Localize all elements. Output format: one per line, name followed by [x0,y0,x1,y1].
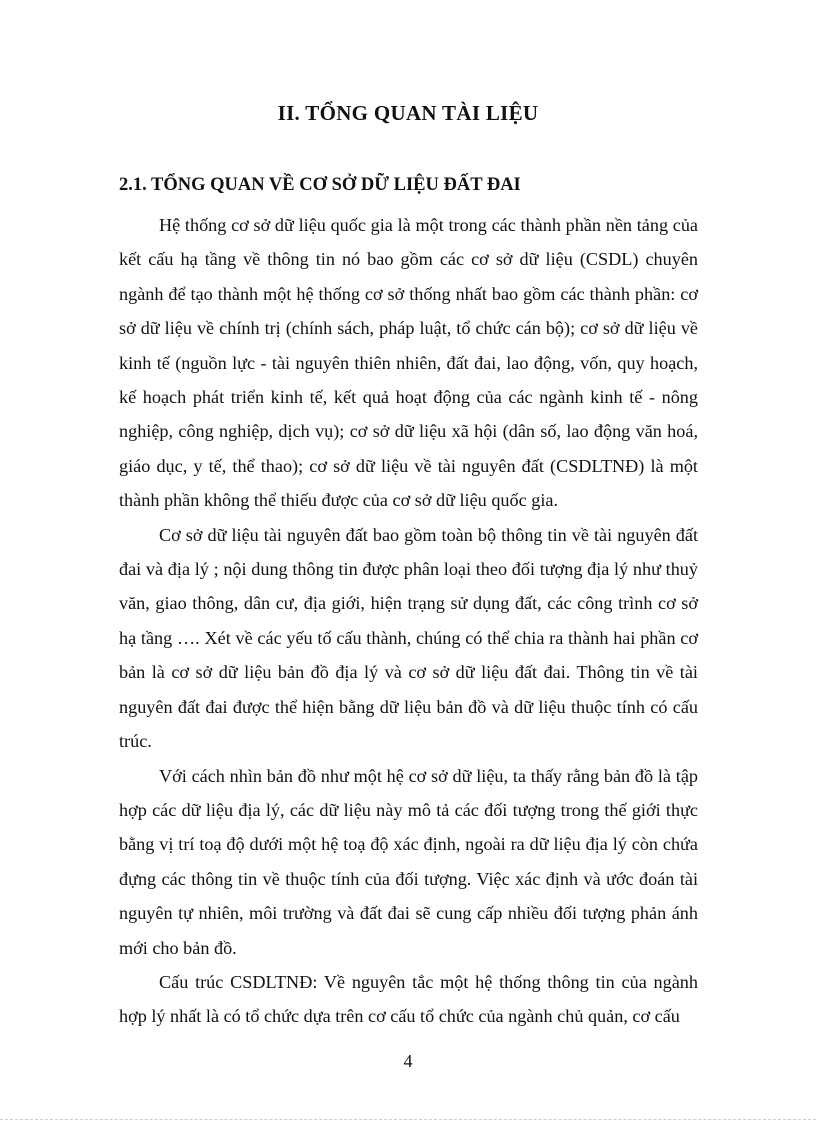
section-heading: 2.1. TỔNG QUAN VỀ CƠ SỞ DỮ LIỆU ĐẤT ĐAI [119,175,521,195]
paragraph: Hệ thống cơ sở dữ liệu quốc gia là một trong các thành phần nền tảng của kết cấu hạ tầng về thông tin nó bao gồm các cơ sở dữ liệu (CSDL) chuyên ngành để tạo thành một hệ thống cơ sở thống nhất bao gồm các thành phần: cơ sở dữ liệu về chính trị (chính sách, pháp luật, tổ chức cán bộ); cơ sở dữ liệu về kinh tế (nguồn lực - tài nguyên thiên nhiên, đất đai, lao động, vốn, quy hoạch, kế hoạch phát triển kinh tế, kết quả hoạt động của các ngành kinh tế - nông nghiệp, công nghiệp, dịch vụ); cơ sở dữ liệu xã hội (dân số, lao động văn hoá, giáo dục, y tế, thể thao); cơ sở dữ liệu về tài nguyên đất (CSDLTNĐ) là một thành phần không thể thiếu được của cơ sở dữ liệu quốc gia. [119,215,698,511]
paragraph: Với cách nhìn bản đồ như một hệ cơ sở dữ liệu, ta thấy rằng bản đồ là tập hợp các dữ liệu địa lý, các dữ liệu này mô tả các đối tượng trong thế giới thực bằng vị trí toạ độ dưới một hệ toạ độ xác định, ngoài ra dữ liệu địa lý còn chứa đựng các thông tin về thuộc tính của đối tượng. Việc xác định và ước đoán tài nguyên tự nhiên, môi trường và đất đai sẽ cung cấp nhiều đối tượng phản ánh mới cho bản đồ. [119,765,698,958]
paragraph: Cấu trúc CSDLTNĐ: Về nguyên tắc một hệ thống thông tin của ngành hợp lý nhất là có tổ chức dựa trên cơ cấu tổ chức của ngành chủ quản, cơ cấu [119,971,698,1027]
body-text [119,208,698,1034]
paragraph: Cơ sở dữ liệu tài nguyên đất bao gồm toàn bộ thông tin về tài nguyên đất đai và địa lý ; nội dung thông tin được phân loại theo đối tượng địa lý như thuỷ văn, giao thông, dân cư, địa giới, hiện trạng sử dụng đất, các công trình cơ sở hạ tầng …. Xét về các yếu tố cấu thành, chúng có thể chia ra thành hai phần cơ bản là cơ sở dữ liệu bản đồ địa lý và cơ sở dữ liệu đất đai. Thông tin về tài nguyên đất đai được thể hiện bằng dữ liệu bản đồ và dữ liệu thuộc tính có cấu trúc. [119,524,698,752]
page-title: II. TỔNG QUAN TÀI LIỆU [277,101,539,125]
page-number: 4 [403,1051,413,1071]
page-divider [0,1119,816,1120]
